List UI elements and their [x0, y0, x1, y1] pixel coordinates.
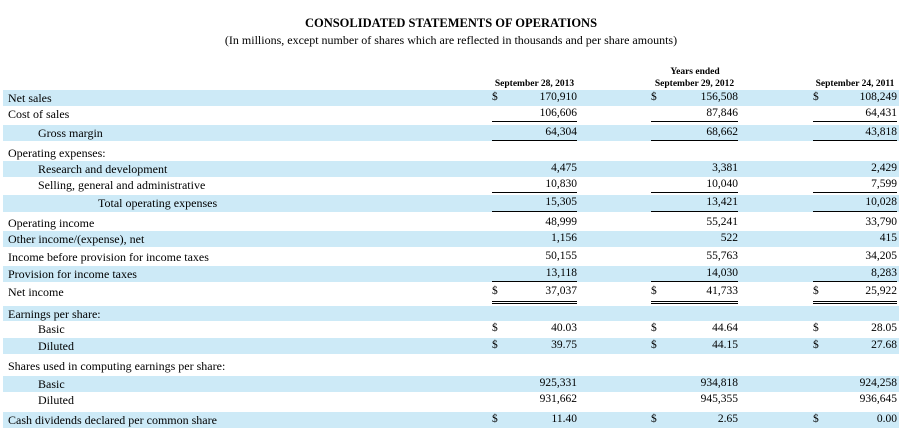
cell-value: 0.00 [876, 413, 897, 425]
cell-value: 55,241 [706, 216, 738, 228]
table-row [3, 376, 899, 392]
total-double-rule [651, 301, 738, 304]
column-header: September 29, 2012 [651, 78, 738, 91]
dollar-sign: $ [651, 413, 657, 425]
cell-value: 44.15 [712, 339, 738, 351]
row-label: Operating expenses: [8, 146, 106, 160]
cell-value: 50,155 [545, 250, 577, 262]
cell-value: 4,475 [551, 162, 577, 174]
subtotal-rule [492, 281, 577, 282]
cell-value: 2,429 [871, 162, 897, 174]
cell-value: 15,305 [545, 196, 577, 208]
table-row [3, 215, 899, 231]
table-row [3, 321, 899, 337]
cell-value: 14,030 [706, 267, 738, 279]
statement-subtitle: (In millions, except number of shares which are reflected in thousands and per share amounts) [224, 33, 678, 47]
dollar-sign: $ [813, 322, 819, 334]
row-label: Net income [8, 285, 64, 299]
subtotal-rule [813, 281, 897, 282]
dollar-sign: $ [813, 339, 819, 351]
subtotal-rule [813, 192, 897, 193]
subtotal-rule [651, 211, 738, 212]
cell-value: 13,118 [545, 267, 577, 279]
table-row [3, 284, 899, 301]
cell-value: 936,645 [859, 393, 897, 405]
subtotal-rule [492, 192, 577, 193]
cell-value: 25,922 [865, 285, 897, 297]
total-double-rule [813, 301, 897, 304]
cell-value: 39.75 [551, 339, 577, 351]
row-label: Selling, general and administrative [38, 178, 206, 192]
table-row [3, 125, 899, 141]
cell-value: 8,283 [871, 267, 897, 279]
cell-value: 10,830 [545, 178, 577, 190]
table-row [3, 392, 899, 408]
subtotal-rule [651, 121, 738, 122]
row-label: Cash dividends declared per common share [8, 413, 217, 427]
cell-value: 415 [879, 232, 897, 244]
cell-value: 48,999 [545, 216, 577, 228]
row-label: Diluted [38, 339, 74, 353]
cell-value: 33,790 [865, 216, 897, 228]
cell-value: 156,508 [700, 91, 738, 103]
row-label: Research and development [38, 162, 168, 176]
subtotal-rule [492, 211, 577, 212]
years-ended-label: Years ended [670, 67, 720, 77]
row-label: Cost of sales [8, 107, 70, 121]
dollar-sign: $ [492, 339, 498, 351]
table-row [3, 106, 899, 122]
statement-title: CONSOLIDATED STATEMENTS OF OPERATIONS [304, 16, 598, 30]
cell-value: 7,599 [871, 178, 897, 190]
dollar-sign: $ [651, 285, 657, 297]
cell-value: 934,818 [700, 377, 738, 389]
table-row [3, 90, 899, 106]
cell-value: 10,028 [865, 196, 897, 208]
subtotal-rule [492, 140, 577, 141]
column-header: September 28, 2013 [492, 78, 577, 91]
dollar-sign: $ [492, 91, 498, 103]
cell-value: 931,662 [539, 393, 577, 405]
cell-value: 64,431 [865, 107, 897, 119]
cell-value: 27.68 [871, 339, 897, 351]
row-label: Provision for income taxes [8, 267, 137, 281]
cell-value: 44.64 [712, 322, 738, 334]
table-row [3, 306, 899, 321]
cell-value: 37,037 [545, 285, 577, 297]
row-label: Basic [38, 377, 65, 391]
row-label: Income before provision for income taxes [8, 250, 209, 264]
row-label: Gross margin [38, 126, 103, 140]
dollar-sign: $ [492, 413, 498, 425]
subtotal-rule [813, 140, 897, 141]
dollar-sign: $ [651, 339, 657, 351]
subtotal-rule [813, 211, 897, 212]
row-label: Shares used in computing earnings per share: [8, 359, 226, 373]
cell-value: 170,910 [539, 91, 577, 103]
cell-value: 924,258 [859, 377, 897, 389]
dollar-sign: $ [651, 322, 657, 334]
cell-value: 13,421 [706, 196, 738, 208]
total-double-rule [492, 301, 577, 304]
subtotal-rule [651, 281, 738, 282]
cell-value: 106,606 [539, 107, 577, 119]
dollar-sign: $ [492, 322, 498, 334]
cell-value: 925,331 [539, 377, 577, 389]
cell-value: 945,355 [700, 393, 738, 405]
cell-value: 87,846 [706, 107, 738, 119]
cell-value: 28.05 [871, 322, 897, 334]
row-label: Net sales [8, 91, 52, 105]
subtotal-rule [492, 121, 577, 122]
column-header: September 24, 2011 [813, 78, 897, 91]
subtotal-rule [651, 140, 738, 141]
cell-value: 34,205 [865, 250, 897, 262]
cell-value: 108,249 [859, 91, 897, 103]
row-label: Total operating expenses [98, 196, 218, 210]
row-label: Other income/(expense), net [8, 232, 145, 246]
row-label: Basic [38, 322, 65, 336]
cell-value: 3,381 [712, 162, 738, 174]
cell-value: 68,662 [706, 126, 738, 138]
table-row [3, 338, 899, 354]
dollar-sign: $ [651, 91, 657, 103]
subtotal-rule [813, 121, 897, 122]
cell-value: 522 [720, 232, 738, 244]
row-label: Operating income [8, 216, 95, 230]
cell-value: 41,733 [706, 285, 738, 297]
cell-value: 10,040 [706, 178, 738, 190]
cell-value: 40.03 [551, 322, 577, 334]
table-row [3, 266, 899, 282]
cell-value: 11.40 [551, 413, 577, 425]
cell-value: 64,304 [545, 126, 577, 138]
dollar-sign: $ [492, 285, 498, 297]
row-label: Earnings per share: [8, 307, 101, 321]
cell-value: 55,763 [706, 250, 738, 262]
cell-value: 1,156 [551, 232, 577, 244]
dollar-sign: $ [813, 285, 819, 297]
table-row [3, 145, 899, 161]
dollar-sign: $ [813, 91, 819, 103]
row-label: Diluted [38, 393, 74, 407]
cell-value: 2.65 [717, 413, 738, 425]
cell-value: 43,818 [865, 126, 897, 138]
dollar-sign: $ [813, 413, 819, 425]
subtotal-rule [651, 192, 738, 193]
